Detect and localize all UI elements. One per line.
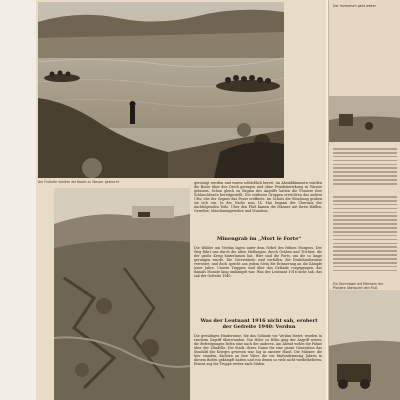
adjacent-caption-bottom: Ein Sturmboot mit Männern der Pioniere überquert den Fluß (333, 282, 384, 290)
top-photo-caption: Am Flußufer werden die Boote zu Wasser gebracht (38, 180, 120, 184)
adjacent-caption-top: Der Vormarsch geht weiter (333, 4, 376, 8)
magazine-page (36, 0, 326, 400)
article-column-middle: Die Wälder um Verdun lagen unter dem Nebel des frühen Morgens. Der Weg führt uns durch die alten Stellungen, durch Gräben und Trichter, die der große Krieg hinterlassen hat. Hier sind die Forts, um die so lange gerungen wurde. Die Unterstände sind verfallen, die Drahthindernisse verrostet, und doch spricht aus jedem Stein die Erinnerung an die Kämpfe jener Jahre. Unsere Truppen sind über das Gelände vorgegangen, das damals Monate lang umkämpft war. Was der Leutnant 1916 nicht sah, das sah der Gefreite 1940. (194, 246, 322, 279)
adjacent-text-block-1 (333, 148, 397, 188)
river-crossing-photo (38, 2, 284, 178)
adjacent-photo-top (329, 96, 400, 142)
headline-minengrab: Minengrab im „Mort le Forte“ (216, 236, 302, 242)
headline-verdun: Was der Leutnant 1916 nicht sah, erobert der Gefreite 1940: Verdun (200, 318, 318, 330)
fort-hill-photo (54, 188, 190, 400)
adjacent-photo-bottom (329, 290, 400, 400)
article-column-top: gereinigt werden und waren schließlich bereit. Im Abenddämmern wurden die Boote über den Deich getragen und ohne Feindeinwirkung zu Wasser gelassen. Schon gleich zu Beginn des Angriffs hatten die Pioniere ihre Schlauchboote bereitgestellt. Die vorderen Gruppen erreichten das andere Ufer, ehe der Gegner das Feuer eröffnete. Im Schutz der Böschung gruben sie sich ein. In der Nacht zum 14. Mai begann der Übersatz der nachfolgenden Teile. Über den Fluß kamen die Männer mit ihren Waffen, Gewehre, Maschinengewehre und Munition. (194, 181, 322, 214)
adjacent-text-block-2 (333, 196, 397, 278)
adjacent-page (328, 0, 400, 400)
article-column-bottom: Die gewaltigen Hindernisse, die das Gelände vor Verdun bietet, wurden in raschem Zugriff überwunden. Von Höhe zu Höhe ging der Angriff weiter, die Befestigungen fielen eine nach der anderen. Am Abend wehte die Fahne über der Zitadelle. Die Stadt, deren Name für eine ganze Generation das Sinnbild des Krieges gewesen war, lag in unserer Hand. Die Männer, die hier standen, dachten an ihre Väter, die vor fünfundzwanzig Jahren in diesem Boden gekämpft hatten und von denen so viele nicht wiederkehrten. Erneut zog die Truppe weiter nach Süden. (194, 334, 322, 367)
